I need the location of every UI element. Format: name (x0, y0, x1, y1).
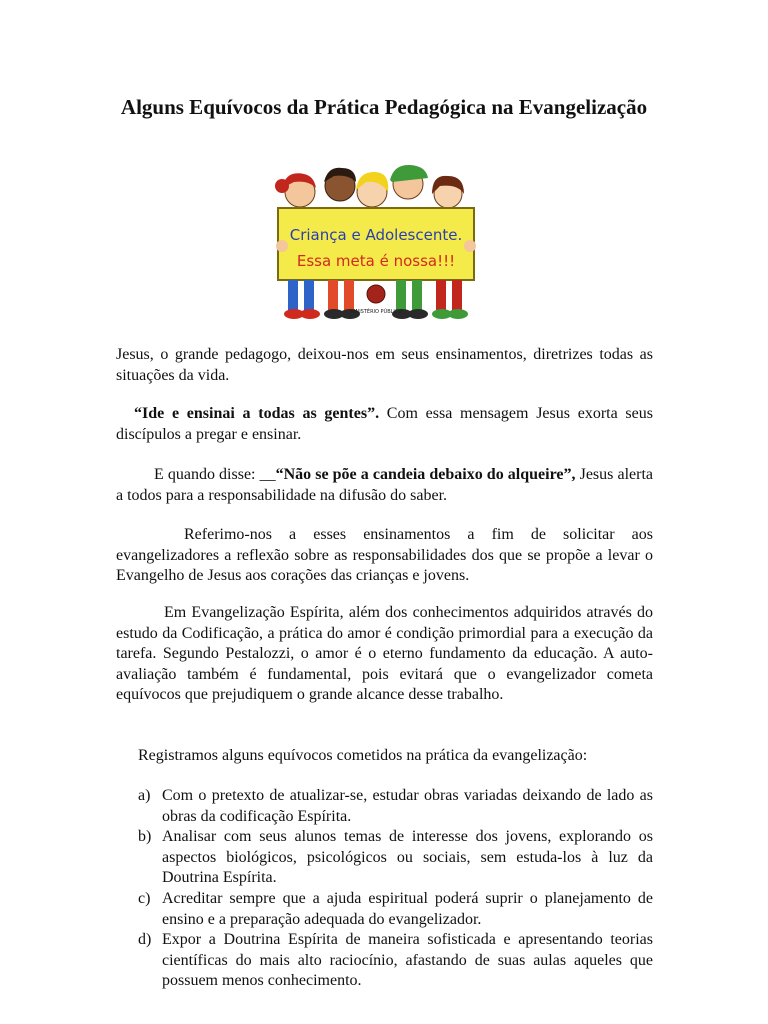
seal-emblem (367, 285, 385, 303)
sign-line-2: Essa meta é nossa!!! (296, 252, 456, 270)
equivocos-list (116, 786, 653, 992)
paragraph-6: Registramos alguns equívocos cometidos na prática da evangelização: (138, 747, 588, 764)
paragraph-1: Jesus, o grande pedagogo, deixou-nos em seus ensinamentos, diretrizes todas as situações da vida. (116, 346, 653, 384)
paragraph-3: E quando disse: __“Não se põe a candeia debaixo do alqueire”, Jesus alerta a todos para a responsabilidade na difusão do saber. (116, 466, 653, 504)
quote-ide-ensinai: “Ide e ensinai a todas as gentes”. (134, 405, 380, 422)
paragraph-4: Referimo-nos a esses ensinamentos a fim de solicitar aos evangelizadores a reflexão sobre as responsabilidades dos que se propõe a levar o Evangelho de Jesus aos corações das crianças e jovens. (116, 526, 653, 585)
children-sign-illustration (264, 160, 478, 322)
child-head-2 (324, 168, 356, 201)
child-head-4 (390, 165, 428, 199)
sign-line-1: Criança e Adolescente. (289, 226, 463, 244)
list-item: a) Com o pretexto de atualizar-se, estudar obras variadas deixando de lado as obras da codificação Espírita. (138, 787, 653, 825)
document-title: Alguns Equívocos da Prática Pedagógica na Evangelização (120, 95, 648, 119)
child-head-3 (356, 172, 388, 207)
illustration-footer: MINISTÉRIO PÚBLICO (349, 309, 403, 315)
paragraph-5: Em Evangelização Espírita, além dos conhecimentos adquiridos através do estudo da Codificação, a prática do amor é condição primordial para a execução da tarefa. Segundo Pestalozzi, o amor é o eterno fundamento da educação. A auto-avaliação também é fundamental, pois evitará que o evangelizador cometa equívocos que prejudiquem o grande alcance desse trabalho. (116, 604, 653, 704)
child-head-1 (275, 173, 316, 207)
quote-candeia: “Não se põe a candeia debaixo do alqueire”, (275, 466, 576, 483)
list-item: d) Expor a Doutrina Espírita de maneira sofisticada e apresentando teorias científicas do mais alto raciocínio, afastando de suas aulas aqueles que possuem menos conhecimento. (138, 931, 653, 990)
list-item: c) Acreditar sempre que a ajuda espiritual poderá suprir o planejamento de ensino e a preparação adequada do evangelizador. (138, 889, 653, 928)
list-item: b) Analisar com seus alunos temas de interesse dos jovens, explorando os aspectos biológicos, psicológicos ou sociais, sem estuda-los à luz da Doutrina Espírita. (138, 828, 653, 887)
paragraph-2: “Ide e ensinai a todas as gentes”. Com essa mensagem Jesus exorta seus discípulos a pregar e ensinar. (116, 405, 653, 443)
child-head-5 (432, 176, 464, 208)
